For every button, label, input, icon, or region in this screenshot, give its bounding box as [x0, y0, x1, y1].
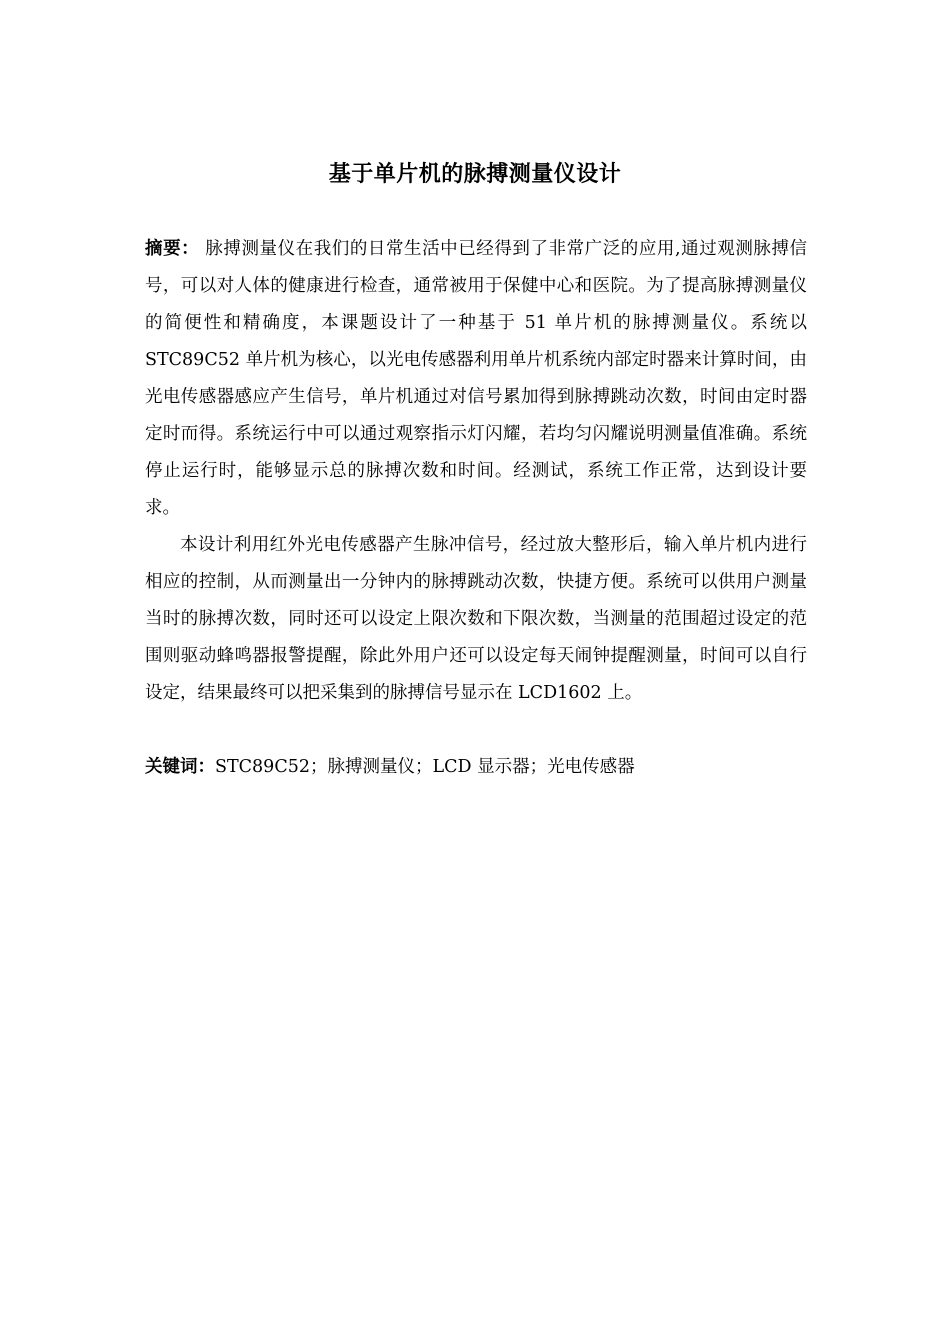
body-paragraph: 本设计利用红外光电传感器产生脉冲信号，经过放大整形后，输入单片机内进行相应的控制，从而测量出一分钟内的脉搏跳动次数，快捷方便。系统可以供用户测量当时的脉搏次数，同时还可以设定上限次数和下限次数，当测量的范围超过设定的范围则驱动蜂鸣器报警提醒，除此外用户还可以设定每天闹钟提醒测量，时间可以自行设定，结果最终可以把采集到的脉搏信号显示在 LCD1602 上。: [145, 535, 807, 703]
keywords-label: 关键词：: [145, 757, 215, 777]
keywords-text: STC89C52；脉搏测量仪；LCD 显示器；光电传感器: [215, 757, 635, 777]
keywords-line: [145, 749, 807, 786]
document-title: 基于单片机的脉搏测量仪设计: [328, 162, 622, 187]
abstract-paragraph: [145, 231, 807, 527]
abstract-text: 脉搏测量仪在我们的日常生活中已经得到了非常广泛的应用,通过观测脉搏信号，可以对人体的健康进行检查，通常被用于保健中心和医院。为了提高脉搏测量仪的简便性和精确度，本课题设计了一种基于 51 单片机的脉搏测量仪。系统以 STC89C52 单片机为核心，以光电传感器利用单片机系统内部定时器来计算时间，由光电传感器感应产生信号，单片机通过对信号累加得到脉搏跳动次数，时间由定时器定时而得。系统运行中可以通过观察指示灯闪耀，若均匀闪耀说明测量值准确。系统停止运行时，能够显示总的脉搏次数和时间。经测试，系统工作正常，达到设计要求。: [145, 239, 808, 518]
abstract-label: 摘要：: [145, 239, 200, 259]
